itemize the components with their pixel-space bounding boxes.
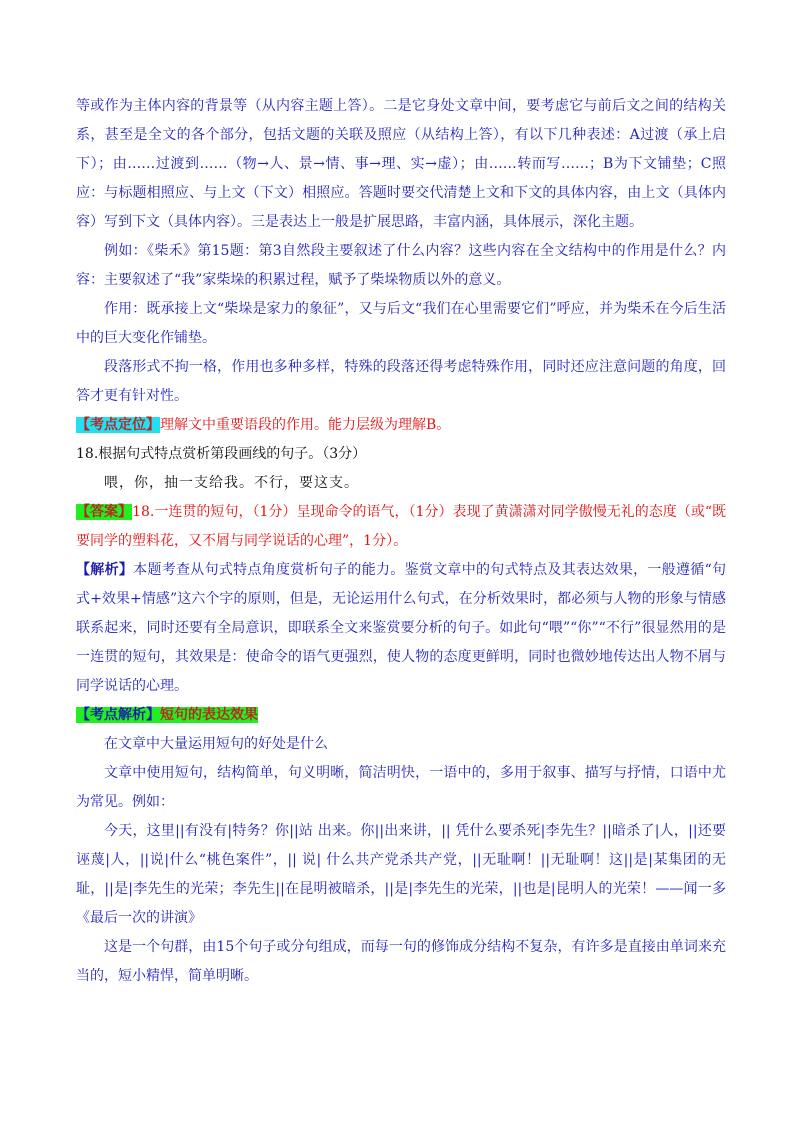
jiexi-label: 【解析】 [76, 562, 134, 578]
section-explanation: 文章中使用短句，结构简单，句义明晰，简洁明快，一语中的，多用于叙事、描写与抒情，口语中尤为常见。例如： [76, 765, 726, 810]
kaodian-jiexi-line [76, 701, 726, 730]
paragraph-structure-analysis: 等或作为主体内容的背景等（从内容主题上答）。二是它身处文章中间，要考虑它与前后文之间的结构关系，甚至是全文的各个部分，包括文题的关联及照应（从结构上答），有以下几种表述：A过渡（承上启下）；由……过渡到……（物→人、景→情、事→理、实→虚）；由……转而写……；B为下文铺垫；C照应：与标题相照应、与上文（下文）相照应。答题时要交代清楚上文和下文的具体内容，由上文（具体内容）写到下文（具体内容）。三是表达上一般是扩展思路，丰富内涵，具体展示，深化主题。 [76, 98, 726, 230]
section-conclusion: 这是一个句群，由15个句子或分句组成，而每一句的修饰成分结构不复杂，有许多是直接由单词来充当的，短小精悍，简单明晰。 [76, 939, 726, 984]
kaodian-dingwei-text: 理解文中重要语段的作用。能力层级为理解B。 [160, 417, 451, 433]
jiexi-paragraph [76, 556, 726, 701]
section-question: 在文章中大量运用短句的好处是什么 [104, 736, 328, 752]
kaodian-jiexi-label: 【考点解析】 [76, 707, 160, 723]
paragraph-example: 例如：《柴禾》第15题：第3自然段主要叙述了什么内容？这些内容在全文结构中的作用是什么？内容：主要叙述了“我”家柴垛的积累过程，赋予了柴垛物质以外的意义。 [76, 243, 726, 288]
answer-label: 【答案】 [76, 504, 133, 520]
jiexi-text: 本题考查从句式特点角度赏析句子的能力。鉴赏文章中的句式特点及其表达效果，一般遵循“句式+效果+情感”这六个字的原则，但是，无论运用什么句式，在分析效果时，都必须与人物的形象与情感联系起来，同时还要有全局意识，即联系全文来鉴赏要分析的句子。如此句“喂”“你”“不行”很显然用的是一连贯的短句，其效果是：使命令的语气更强烈，使人物的态度更鲜明，同时也微妙地传达出人物不屑与同学说话的心理。 [76, 562, 727, 694]
answer-text: 18.一连贯的短句，（1分）呈现命令的语气，（1分）表现了黄潇潇对同学傲慢无礼的态度（或“既要同学的塑料花，又不屑与同学说话的心理”，1分）。 [76, 504, 727, 549]
question-quote: 喂，你，抽一支给我。不行，要这支。 [104, 475, 359, 491]
section-example-quote: 今天，这里||有没有|特务？你||站 出来。你||出来讲，|| 凭什么要杀死|李先生？||暗杀了|人，||还要 诬蔑|人，||说|什么“桃色案件”，|| 说| 什么共产党杀共产党，||无耻啊！||无耻啊！这||是|某集团的无耻，||是|李先生的光荣；李先生||在昆明被暗杀，||是|李先生的光荣，||也是|昆明人的光荣！——闻一多《最后一次的讲演》 [76, 823, 726, 926]
question-18: 18.根据句式特点赏析第段画线的句子。（3分） [76, 446, 367, 462]
paragraph-summary: 段落形式不拘一格，作用也多种多样，特殊的段落还得考虑特殊作用，同时还应注意问题的角度，回答才更有针对性。 [76, 359, 726, 404]
kaodian-dingwei-label: 【考点定位】 [76, 417, 160, 433]
answer-line [76, 498, 726, 556]
document-page [76, 92, 726, 991]
paragraph-function: 作用：既承接上文“柴垛是家力的象征”，又与后文“我们在心里需要它们”呼应，并为柴禾在今后生活中的巨大变化作铺垫。 [76, 301, 726, 346]
kaodian-jiexi-title: 短句的表达效果 [160, 707, 258, 723]
kaodian-dingwei-line [76, 411, 726, 440]
